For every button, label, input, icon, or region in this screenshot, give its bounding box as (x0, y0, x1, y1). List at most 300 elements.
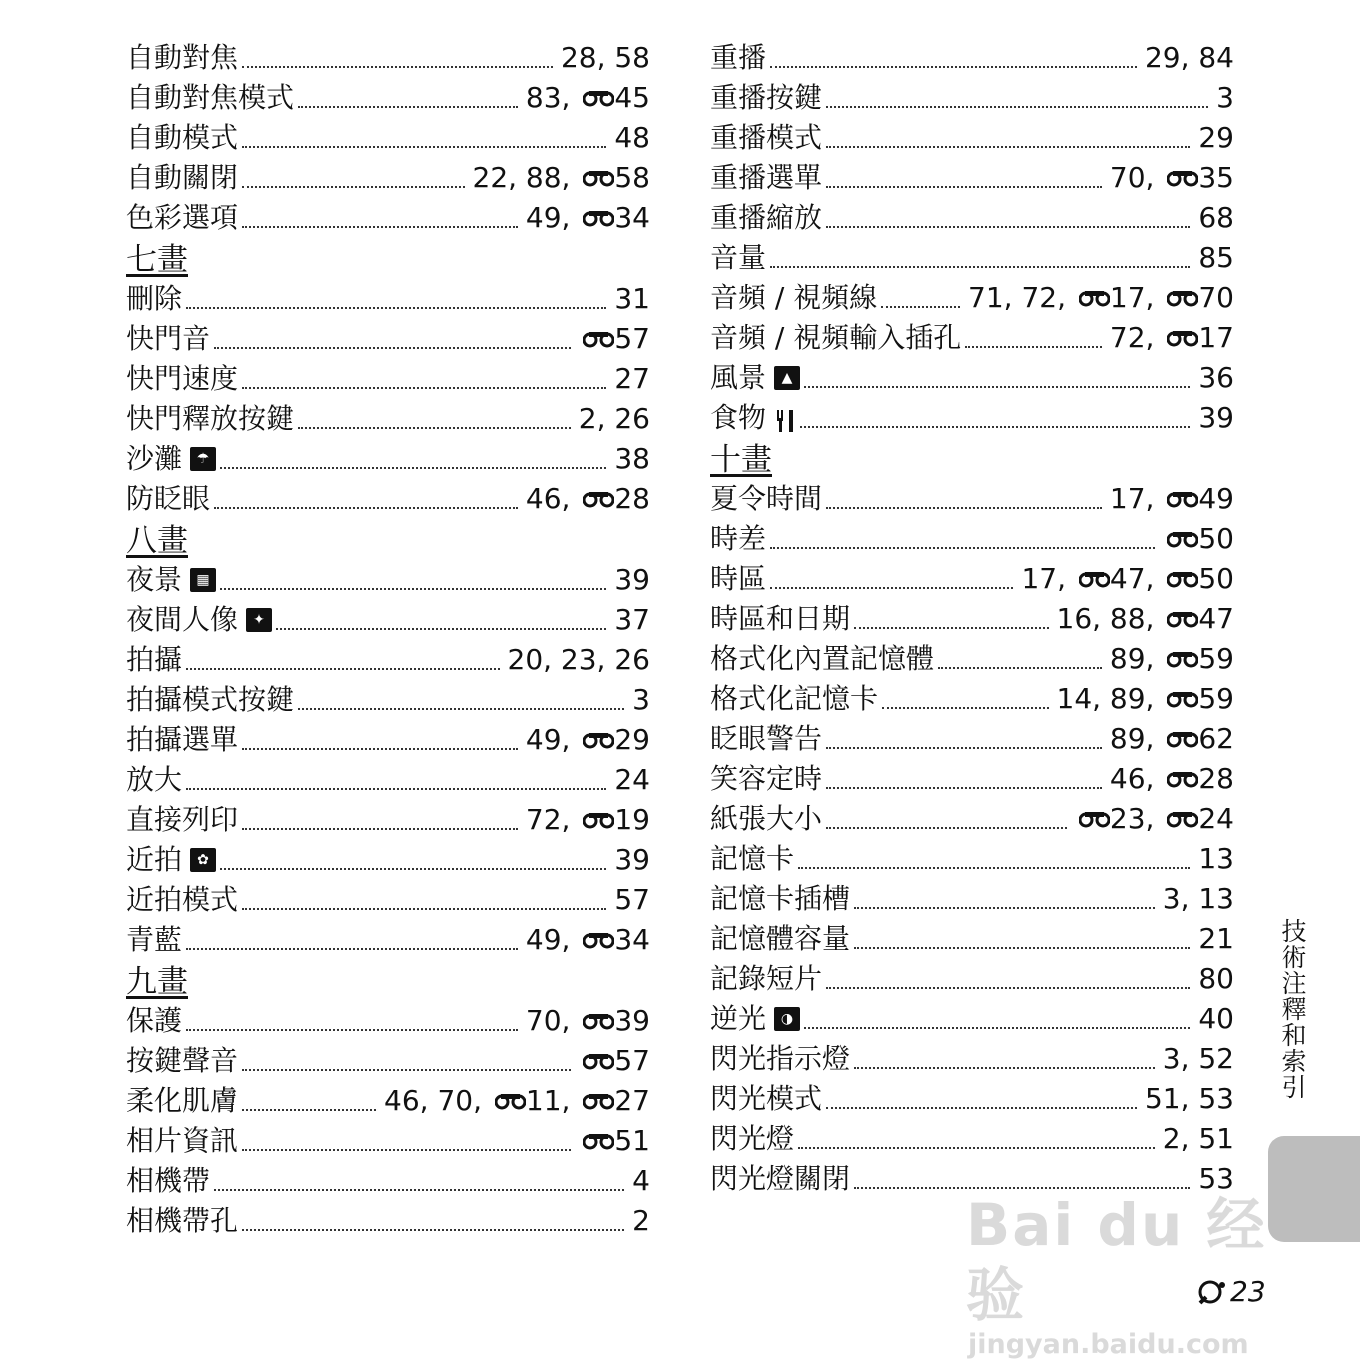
heading-text: 十畫 (710, 442, 772, 478)
dot-leader (242, 387, 606, 389)
page-references (1057, 599, 1235, 639)
page-numbers: 39 (614, 563, 650, 596)
index-entry (126, 118, 650, 158)
page-numbers: 57 (614, 883, 650, 916)
page-numbers: 49, (525, 923, 580, 956)
page-numbers: 31 (614, 282, 650, 315)
dot-leader (298, 106, 518, 108)
index-term (126, 1001, 182, 1041)
index-term-text: 柔化肌膚 (126, 1084, 239, 1117)
page-numbers: 2, 26 (578, 402, 650, 435)
index-entry (710, 799, 1234, 839)
page-references (614, 760, 650, 800)
index-entry (126, 1201, 650, 1241)
index-term (126, 560, 216, 600)
index-entry (710, 559, 1234, 599)
dot-leader (882, 707, 1048, 709)
page-numbers: 85 (1198, 241, 1234, 274)
index-entry (126, 720, 650, 760)
index-term-text: 紙張大小 (710, 802, 823, 835)
index-entry (126, 1121, 650, 1161)
index-term-text: 按鍵聲音 (126, 1044, 239, 1077)
page-numbers: 51, 53 (1144, 1082, 1234, 1115)
index-entry (710, 238, 1234, 278)
index-term-text: 自動對焦 (126, 41, 239, 74)
dot-leader (242, 226, 518, 228)
page-references (614, 279, 650, 319)
index-term-text: 笑容定時 (710, 762, 823, 795)
index-term-text: 青藍 (126, 923, 183, 956)
page-numbers: 39 (1198, 401, 1234, 434)
index-entry (710, 118, 1234, 158)
page-references (1110, 479, 1234, 519)
page-numbers: 70, (1109, 161, 1164, 194)
page-references (1198, 198, 1234, 238)
dot-leader (800, 426, 1190, 428)
page-references (614, 600, 650, 640)
index-entry (710, 719, 1234, 759)
page-references (1110, 639, 1234, 679)
page-references (1198, 959, 1234, 999)
index-entry (126, 1081, 650, 1121)
reference-page: 23 (1109, 802, 1146, 835)
reference-page: 51 (614, 1124, 650, 1157)
reference-section-icon (1167, 490, 1198, 508)
page-numbers: 24 (614, 763, 650, 796)
reference-section-icon (583, 89, 614, 107)
index-term-text: 眨眼警告 (710, 722, 823, 755)
index-term (126, 439, 216, 479)
index-term (710, 599, 850, 639)
index-entry (126, 600, 650, 640)
index-term-text: 格式化內置記憶體 (710, 642, 935, 675)
index-term (710, 719, 822, 759)
page-references (526, 78, 650, 118)
page-references (614, 439, 650, 479)
dot-leader (826, 186, 1102, 188)
page-references (1198, 999, 1234, 1039)
page-references (1145, 1079, 1234, 1119)
dot-leader (965, 346, 1102, 348)
dot-leader (220, 467, 606, 469)
stroke-count-heading (126, 519, 650, 560)
index-term-text: 記憶卡插槽 (710, 882, 851, 915)
page-numbers: 21 (1198, 922, 1234, 955)
dot-leader (242, 748, 518, 750)
index-entry (710, 839, 1234, 879)
index-entry (126, 640, 650, 680)
dot-leader (276, 628, 606, 630)
index-term (126, 720, 238, 760)
stroke-count-heading (126, 960, 650, 1001)
index-term-text: 自動關閉 (126, 161, 239, 194)
index-term (710, 1039, 850, 1079)
page-numbers: 48 (614, 121, 650, 154)
dot-leader (770, 547, 1155, 549)
page-references (526, 1001, 650, 1041)
page-references (1198, 919, 1234, 959)
reference-section-icon (583, 169, 614, 187)
index-term-text: 閃光指示燈 (710, 1042, 851, 1075)
dot-leader (798, 1147, 1155, 1149)
page-references (579, 1121, 650, 1161)
page-references (1216, 78, 1234, 118)
index-entry (126, 158, 650, 198)
index-entry (126, 680, 650, 720)
reference-page: 50 (1198, 522, 1234, 555)
heading-text: 七畫 (126, 242, 188, 278)
index-term-text: 放大 (126, 763, 183, 796)
index-term-text: 防眨眼 (126, 482, 211, 515)
page-numbers: 68 (1198, 201, 1234, 234)
dot-leader (826, 827, 1067, 829)
page-references (1198, 358, 1234, 398)
index-term-text: 閃光模式 (710, 1082, 823, 1115)
page-numbers: 2, 51 (1162, 1122, 1234, 1155)
index-term (710, 479, 822, 519)
index-entry (126, 1041, 650, 1081)
dot-leader (186, 307, 606, 309)
index-term (126, 800, 238, 840)
dot-leader (242, 1109, 376, 1111)
beach-mode-icon: ☂ (190, 447, 216, 471)
page-numbers: 70, (525, 1004, 580, 1037)
index-entry (126, 279, 650, 319)
page-numbers: 4 (632, 1164, 650, 1197)
index-term (126, 880, 238, 920)
page-numbers: 39 (614, 843, 650, 876)
page-number-text: 23 (1230, 1275, 1266, 1308)
watermark-url: jingyan.baidu.com (968, 1329, 1249, 1360)
index-term (126, 1201, 238, 1241)
index-term (126, 118, 238, 158)
index-term (126, 38, 238, 78)
reference-page: 34 (614, 923, 650, 956)
index-term (126, 479, 210, 519)
reference-section-icon (1167, 289, 1198, 307)
reference-page: 50 (1198, 562, 1234, 595)
index-term (710, 799, 822, 839)
reference-page: 17 (1109, 281, 1146, 314)
page-numbers: 22, 88, (472, 161, 580, 194)
page-numbers: 14, 89, (1056, 682, 1164, 715)
dot-leader (242, 1229, 624, 1231)
ref-separator: , (561, 1084, 580, 1117)
night-landscape-icon: ▦ (190, 568, 216, 592)
reference-section-icon (583, 811, 614, 829)
reference-section-icon (1167, 169, 1198, 187)
reference-section-icon (1167, 570, 1198, 588)
page-references (1021, 559, 1234, 599)
index-term-text: 重播 (710, 41, 767, 74)
index-entry (126, 479, 650, 519)
index-term-text: 相機帶孔 (126, 1204, 239, 1237)
food-icon (774, 405, 796, 431)
index-entry (126, 760, 650, 800)
index-term (126, 1161, 210, 1201)
heading-text: 九畫 (126, 964, 188, 1000)
index-term (710, 919, 850, 959)
index-term-text: 夏令時間 (710, 482, 823, 515)
index-entry (710, 519, 1234, 559)
reference-section-icon (1167, 810, 1198, 828)
index-entry (710, 639, 1234, 679)
page-numbers: 13 (1198, 842, 1234, 875)
index-entry (126, 359, 650, 399)
dot-leader (186, 668, 499, 670)
index-entry (126, 880, 650, 920)
dot-leader (826, 747, 1102, 749)
index-term (710, 839, 794, 879)
index-term (710, 1159, 850, 1199)
reference-section-icon (583, 1132, 614, 1150)
page-numbers: 20, 23, 26 (507, 643, 650, 676)
index-term-text: 近拍模式 (126, 883, 239, 916)
reference-section-icon (583, 1052, 614, 1070)
page-numbers: 89, (1109, 722, 1164, 755)
index-entry (126, 1161, 650, 1201)
index-term-text: 保護 (126, 1004, 183, 1037)
index-entry (126, 198, 650, 238)
reference-page: 57 (614, 1044, 650, 1077)
index-entry (710, 398, 1234, 438)
dot-leader (220, 588, 606, 590)
index-term (126, 600, 272, 640)
dot-leader (214, 1189, 624, 1191)
index-term (710, 358, 800, 398)
dot-leader (298, 708, 624, 710)
index-entry (710, 358, 1234, 398)
index-term (710, 158, 822, 198)
index-entry (710, 679, 1234, 719)
index-term (126, 399, 294, 439)
stroke-count-heading (710, 438, 1234, 479)
page-references (579, 319, 650, 359)
page-numbers: 28, 58 (560, 41, 650, 74)
index-entry (126, 439, 650, 479)
page-references (1145, 38, 1234, 78)
watermark (966, 1190, 1286, 1360)
page-numbers: 3 (632, 683, 650, 716)
page-numbers: 49, (525, 723, 580, 756)
index-entry (710, 278, 1234, 318)
index-term (126, 920, 182, 960)
close-up-icon: ✿ (190, 848, 216, 872)
dot-leader (214, 347, 571, 349)
page-references (1057, 679, 1235, 719)
reference-section-icon (583, 330, 614, 348)
reference-section-icon (1079, 570, 1110, 588)
index-entry (710, 318, 1234, 358)
index-entry (126, 319, 650, 359)
backlight-icon: ◑ (774, 1007, 800, 1031)
index-term-text: 食物 (710, 401, 767, 434)
index-term-text: 時區和日期 (710, 602, 851, 635)
reference-page: 17 (1198, 321, 1234, 354)
index-term (710, 318, 961, 358)
reference-section-icon (1167, 610, 1198, 628)
index-term (126, 198, 238, 238)
dot-leader (826, 146, 1190, 148)
index-term (710, 198, 822, 238)
page-numbers: 29, 84 (1144, 41, 1234, 74)
landscape-icon: ▲ (774, 366, 800, 390)
index-entry (710, 158, 1234, 198)
page-references (526, 720, 650, 760)
index-term (710, 1079, 822, 1119)
index-entry (126, 840, 650, 880)
dot-leader (854, 907, 1155, 909)
dot-leader (298, 427, 571, 429)
index-entry (126, 1001, 650, 1041)
page-references (1110, 318, 1234, 358)
dot-leader (854, 627, 1048, 629)
index-term (126, 640, 182, 680)
page-numbers: 29 (1198, 121, 1234, 154)
section-label: 技術注釋和索引 (1278, 918, 1307, 1100)
index-term (126, 78, 294, 118)
index-term-text: 記憶卡 (710, 842, 795, 875)
page-references (632, 680, 650, 720)
index-term (126, 760, 182, 800)
reference-section-icon (1167, 650, 1198, 668)
reference-page: 59 (1198, 682, 1234, 715)
dot-leader (242, 1149, 571, 1151)
page-numbers: 71, 72, (968, 281, 1075, 314)
dot-leader (242, 186, 464, 188)
index-term (710, 1119, 794, 1159)
index-entry (126, 800, 650, 840)
page-references (1163, 1119, 1234, 1159)
page-numbers: 83, (525, 81, 580, 114)
index-term-text: 重播按鍵 (710, 81, 823, 114)
page-numbers: 3, 13 (1162, 882, 1234, 915)
index-term-text: 音量 (710, 241, 767, 274)
reference-section-icon (583, 1012, 614, 1030)
index-term-text: 記錄短片 (710, 962, 823, 995)
reference-page: 35 (1198, 161, 1234, 194)
page-numbers: 53 (1198, 1162, 1234, 1195)
page-references (1198, 839, 1234, 879)
reference-page: 62 (1198, 722, 1234, 755)
index-entry (710, 38, 1234, 78)
dot-leader (186, 1029, 518, 1031)
page-numbers: 46, (525, 482, 580, 515)
night-portrait-icon: ✦ (246, 608, 272, 632)
page-references (614, 880, 650, 920)
index-column-right (710, 38, 1234, 1199)
dot-leader (826, 507, 1102, 509)
reference-section-icon (583, 490, 614, 508)
index-term-text: 風景 (710, 361, 767, 394)
page-references (614, 560, 650, 600)
index-term-text: 重播選單 (710, 161, 823, 194)
reference-section-icon (1167, 770, 1198, 788)
dot-leader (938, 667, 1102, 669)
reference-section-icon (583, 731, 614, 749)
page-references (561, 38, 650, 78)
index-term-text: 夜間人像 (126, 603, 239, 636)
page-numbers: 36 (1198, 361, 1234, 394)
page-references (1075, 799, 1234, 839)
index-term-text: 音頻 / 視頻輸入插孔 (710, 321, 962, 354)
page-references (526, 800, 650, 840)
reference-page: 39 (614, 1004, 650, 1037)
index-entry (126, 399, 650, 439)
page-references (473, 158, 651, 198)
index-entry (710, 959, 1234, 999)
index-term (126, 359, 238, 399)
dot-leader (881, 306, 960, 308)
index-term (710, 118, 822, 158)
page-references (968, 278, 1234, 318)
index-entry (710, 1079, 1234, 1119)
reference-section-icon (1167, 530, 1198, 548)
index-term (126, 1081, 238, 1121)
reference-page: 47 (1198, 602, 1234, 635)
page-references (614, 359, 650, 399)
dot-leader (804, 386, 1190, 388)
page-references (614, 840, 650, 880)
index-term (126, 680, 294, 720)
page-numbers: 49, (525, 201, 580, 234)
page-numbers: 17, (1109, 482, 1164, 515)
index-entry (710, 479, 1234, 519)
index-entry (710, 1119, 1234, 1159)
page-numbers: 38 (614, 442, 650, 475)
reference-section-icon (1167, 730, 1198, 748)
stroke-count-heading (126, 238, 650, 279)
reference-page: 11 (525, 1084, 562, 1117)
dot-leader (186, 788, 606, 790)
page-references (1198, 238, 1234, 278)
index-term (710, 519, 766, 559)
dot-leader (242, 828, 518, 830)
page-references (1110, 759, 1234, 799)
page-references (579, 399, 650, 439)
index-column-left (126, 38, 650, 1241)
page-numbers: 3, 52 (1162, 1042, 1234, 1075)
index-term (710, 679, 878, 719)
reference-page: 49 (1198, 482, 1234, 515)
index-term-text: 快門釋放按鍵 (126, 402, 295, 435)
reference-section-icon (583, 931, 614, 949)
dot-leader (804, 1027, 1190, 1029)
dot-leader (770, 266, 1190, 268)
index-term (710, 879, 850, 919)
page-numbers: 16, 88, (1056, 602, 1164, 635)
index-term-text: 刪除 (126, 282, 183, 315)
page-references (1110, 158, 1234, 198)
dot-leader (242, 146, 606, 148)
index-term-text: 重播模式 (710, 121, 823, 154)
index-term-text: 快門音 (126, 322, 211, 355)
index-term-text: 相機帶 (126, 1164, 211, 1197)
page-references (526, 198, 650, 238)
dot-leader (186, 948, 518, 950)
reference-page: 57 (614, 322, 650, 355)
index-term (710, 398, 796, 438)
page-references (1163, 519, 1234, 559)
page-references (526, 920, 650, 960)
reference-section-icon (1079, 810, 1110, 828)
index-term-text: 時差 (710, 522, 767, 555)
page-numbers: 3 (1216, 81, 1234, 114)
page-numbers: 46, 70, (384, 1084, 491, 1117)
index-term-text: 拍攝選單 (126, 723, 239, 756)
index-term-text: 直接列印 (126, 803, 239, 836)
reference-page: 24 (1198, 802, 1234, 835)
